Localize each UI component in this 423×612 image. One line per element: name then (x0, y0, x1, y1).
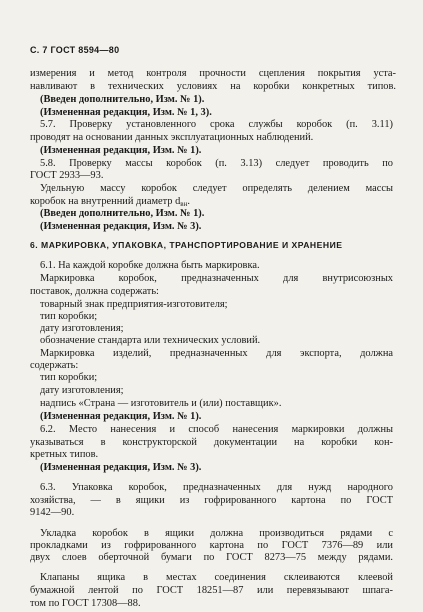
amendment-note: (Введен дополнительно, Изм. № 1). (40, 94, 205, 105)
list-item: дату изготовления; (40, 385, 124, 396)
text-segment: . (187, 196, 190, 207)
amendment-note: (Измененная редакция, Изм. № 1, 3). (40, 107, 212, 118)
text-line: содержать: (30, 360, 79, 371)
text-line: Маркировка изделий, предназначенных для экспорта, должна (40, 348, 393, 359)
amendment-note: (Измененная редакция, Изм. № 3). (40, 221, 202, 232)
text-line: 6.2. Место нанесения и способ нанесения маркировки должны (40, 424, 393, 435)
section-title: 6. МАРКИРОВКА, УПАКОВКА, ТРАНСПОРТИРОВАНИЕ И ХРАНЕНИЕ (30, 240, 343, 250)
text-segment: коробок на внутренний диаметр d (30, 196, 181, 207)
list-item: дату изготовления; (40, 323, 124, 334)
text-line: указываться в конструкторской документации на коробки кон- (30, 437, 393, 448)
amendment-note: (Введен дополнительно, Изм. № 1). (40, 208, 205, 219)
list-item: обозначение стандарта или технических условий. (40, 335, 261, 346)
text-line: Удельную массу коробок следует определять делением массы (40, 183, 393, 194)
text-line: двух слоев оберточной бумаги по ГОСТ 8273—75 между рядами. (30, 552, 393, 563)
text-line: 6.1. На каждой коробке должна быть маркировка. (40, 260, 260, 271)
text-line: том по ГОСТ 17308—88. (30, 598, 141, 609)
text-line: Клапаны ящика в местах соединения склеиваются клеевой (40, 572, 393, 583)
text-line: проводят на основании данных эксплуатационных наблюдений. (30, 132, 314, 143)
amendment-note: (Измененная редакция, Изм. № 3). (40, 462, 202, 473)
text-line: прокладками из гофрированного картона по ГОСТ 7376—89 или (30, 540, 393, 551)
text-line: кретных типов. (30, 449, 99, 460)
list-item: надпись «Страна — изготовитель и (или) поставщик». (40, 398, 282, 409)
list-item: тип коробки; (40, 311, 98, 322)
text-line: 9142—90. (30, 507, 75, 518)
text-line: навливают в технических условиях на коробки конкретных типов. (30, 81, 396, 92)
text-line: хозяйства, — в ящики из гофрированного картона по ГОСТ (30, 495, 393, 506)
list-item: товарный знак предприятия-изготовителя; (40, 299, 228, 310)
amendment-note: (Измененная редакция, Изм. № 1). (40, 411, 202, 422)
text-line: измерения и метод контроля прочности сцепления покрытия уста- (30, 68, 396, 79)
subscript: вн (180, 200, 188, 208)
text-line: поставок, должна содержать: (30, 286, 159, 297)
text-line: 5.7. Проверку установленного срока службы коробок (п. 3.11) (40, 119, 393, 130)
text-line: 5.8. Проверку массы коробок (п. 3.13) следует проводить по (40, 158, 393, 169)
page-header: С. 7 ГОСТ 8594—80 (30, 45, 120, 55)
text-line: 6.3. Упаковка коробок, предназначенных для нужд народного (40, 482, 393, 493)
text-line: ГОСТ 2933—93. (30, 170, 104, 181)
text-line: Укладка коробок в ящики должна производиться рядами с (40, 528, 393, 539)
text-line: Маркировка коробок, предназначенных для внутрисоюзных (40, 273, 393, 284)
amendment-note: (Измененная редакция, Изм. № 1). (40, 145, 202, 156)
list-item: тип коробки; (40, 372, 98, 383)
text-line: бумажной лентой по ГОСТ 18251—87 или перевязывают шпага- (30, 585, 393, 596)
